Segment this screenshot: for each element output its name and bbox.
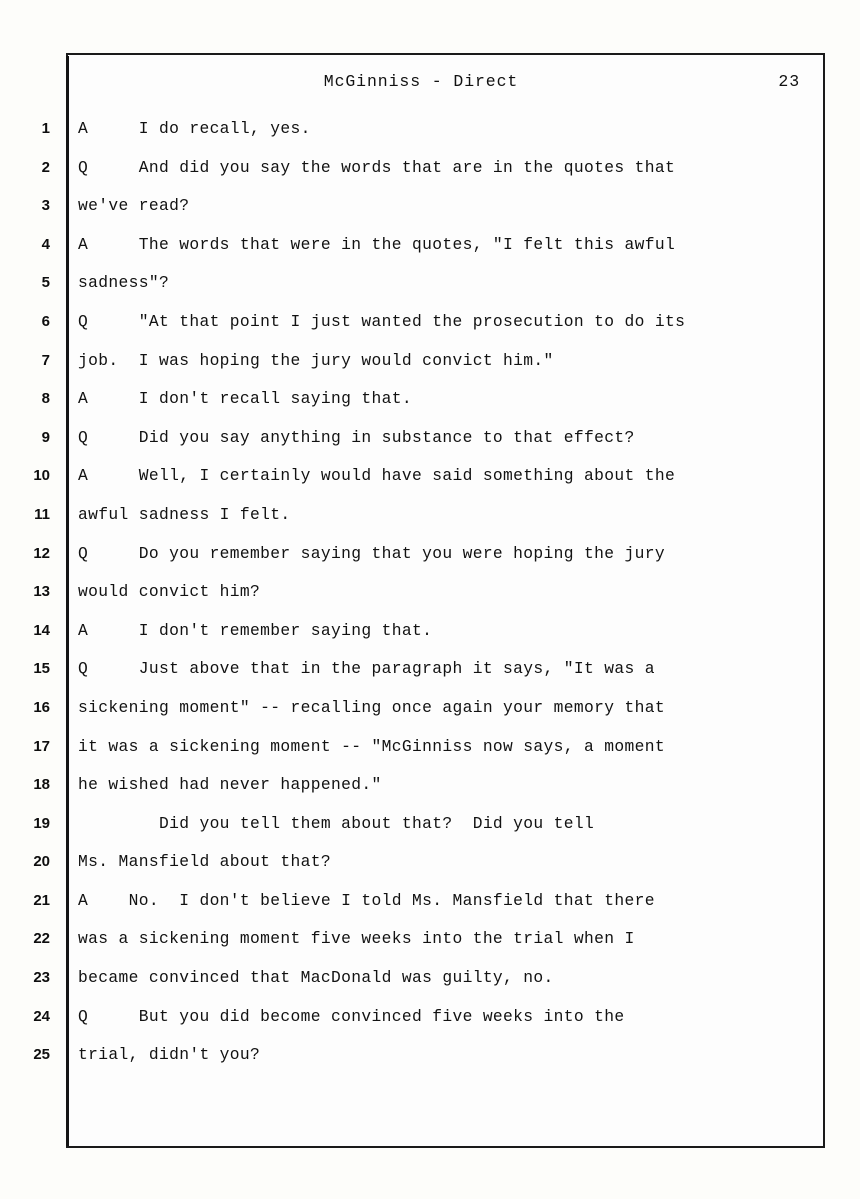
transcript-line: sadness"? [78,273,170,293]
line-number: 19 [33,814,50,832]
transcript-line: Q And did you say the words that are in the quotes that [78,157,676,177]
line-number: 13 [33,583,50,601]
transcript-line: A The words that were in the quotes, "I felt this awful [78,234,676,254]
line-number: 24 [33,1007,50,1025]
transcript-line: trial, didn't you? [78,1045,261,1065]
line-number: 20 [33,853,50,871]
page-number: 23 [778,72,800,91]
transcript-line: Q Did you say anything in substance to that effect? [78,427,635,447]
transcript-line: A I don't remember saying that. [78,620,433,640]
line-number: 6 [41,312,50,330]
line-number: 25 [33,1046,50,1064]
transcript-line: A I do recall, yes. [78,119,311,138]
line-number: 1 [41,120,50,137]
transcript-line: was a sickening moment five weeks into the trial when I [78,929,635,949]
transcript-line: Q Do you remember saying that you were hoping the jury [78,543,665,563]
transcript-line: A I don't recall saying that. [78,389,412,409]
transcript-line: sickening moment" -- recalling once again your memory that [78,697,665,717]
transcript-line: Ms. Mansfield about that? [78,852,332,872]
transcript-line: we've read? [78,196,190,216]
line-number: 15 [33,660,50,678]
line-number: 23 [33,969,50,987]
transcript-line: awful sadness I felt. [78,504,291,524]
line-number: 7 [41,351,50,369]
transcript-line: job. I was hoping the jury would convict him." [78,350,554,370]
line-number: 4 [41,235,50,253]
transcript-line: Q Just above that in the paragraph it says, "It was a [78,659,655,679]
page-header [76,72,816,98]
transcript-line: became convinced that MacDonald was guilty, no. [78,968,554,988]
transcript-line: Q "At that point I just wanted the prosecution to do its [78,311,686,331]
line-number: 18 [33,776,50,794]
line-number-column [0,110,60,1075]
header-title: McGinniss - Direct [323,72,519,91]
line-number: 3 [41,197,50,215]
transcript-line: Q But you did become convinced five weeks into the [78,1006,625,1026]
line-number: 11 [34,505,50,523]
line-number: 10 [33,467,50,485]
transcript-line: would convict him? [78,582,261,602]
transcript-line: it was a sickening moment -- "McGinniss now says, a moment [78,736,665,756]
line-number: 14 [33,621,50,639]
line-number-gutter-rule [66,56,69,1146]
line-number: 12 [33,544,50,562]
line-number: 5 [41,274,50,292]
line-number: 8 [41,390,50,408]
line-number: 2 [41,158,50,176]
transcript-line: he wished had never happened." [78,775,382,795]
transcript-line: A No. I don't believe I told Ms. Mansfield that there [78,890,655,910]
transcript-line: A Well, I certainly would have said something about the [78,466,676,486]
line-number: 16 [33,698,50,716]
transcript-body [78,110,794,1075]
transcript-line: Did you tell them about that? Did you tell [78,813,595,833]
line-number: 17 [33,737,50,755]
line-number: 22 [33,930,50,948]
line-number: 21 [33,891,50,909]
line-number: 9 [41,428,50,446]
